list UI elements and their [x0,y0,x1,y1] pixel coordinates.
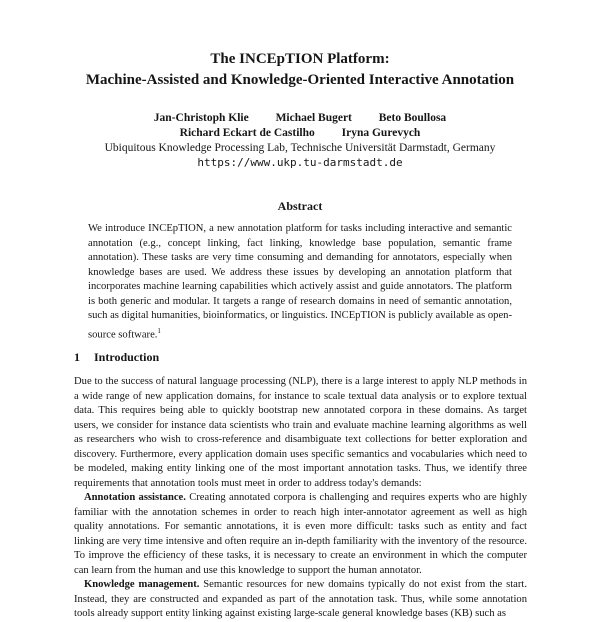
runin-heading: Annotation assistance. [84,492,186,503]
paragraph-text: Due to the success of natural language processing (NLP), there is a large interest to apply NLP methods in a wide range of new application domains, for instance to scale textual data analysis or to explore textual data. This requires being able to quickly bootstrap new annotated corpora in these domains. As target users, we consider for instance data scientists who train and evaluate machine learning algorithms as well as researchers who wish to cross-reference and disambiguate text collections for better exploration and discovery. Furthermore, every application domain uses specific semantics and vocabularies which need to be modeled, making entity linking one of the most important annotation tasks. Thus, we identify three requirements that annotation tools must meet in order to address today's demands: [74,376,527,489]
abstract-body: We introduce INCEpTION, a new annotation platform for tasks including interactive and semantic annotation (e.g., concept linking, fact linking, knowledge base population, semantic frame annotation). These tasks are very time consuming and demanding for annotators, especially when knowledge bases are used. We address these issues by developing an annotation platform that incorporates machine learning capabilities which actively assist and guide annotators. The platform is both generic and modular. It targets a range of research domains in need of semantic annotation, such as digital humanities, bioinformatics, or linguistics. INCEpTION is publicly available as open-source software. [88,223,512,341]
paragraph [74,491,527,578]
author-name: Jan-Christoph Klie [153,112,249,124]
footnote-mark[interactable]: 1 [157,326,161,335]
author-name: Richard Eckart de Castilho [179,127,315,139]
author-row-2 [0,125,600,141]
section-title: Introduction [94,350,160,364]
paragraph-text: Semantic resources for new domains typically do not exist from the start. Instead, they are constructed and expanded as part of the annotation task. Thus, while some annotation tools already support entity linking against existing large-scale general knowledge bases (KB) such as [74,579,527,619]
section-body [74,375,527,622]
author-name: Michael Bugert [275,112,352,124]
author-name: Beto Boullosa [378,112,447,124]
paper-title-line-1: The INCEpTION Platform: [210,51,390,67]
runin-heading: Knowledge management. [84,579,200,590]
affiliation-url[interactable]: https://www.ukp.tu-darmstadt.de [197,156,403,169]
abstract-text [88,222,512,343]
section-number: 1 [74,350,80,364]
paragraph-text: Creating annotated corpora is challenging and requires experts who are highly familiar with the annotation schemes in order to reach high inter-annotator agreement as well as high quality annotations. For semantic annotations, it is even more difficult: tasks such as entity and fact linking are very time intensive and often require an in-depth familiarity with the inventory of the resource. To improve the efficiency of these tasks, it is necessary to create an environment in which the computer can learn from the human and use this knowledge to support the human annotator. [74,492,527,576]
paper-title-line-2: Machine-Assisted and Knowledge-Oriented Interactive Annotation [85,72,515,88]
author-row-1 [0,110,600,126]
author-name: Iryna Gurevych [341,127,421,139]
paragraph [74,375,527,491]
abstract-heading: Abstract [277,199,323,213]
affiliation: Ubiquitous Knowledge Processing Lab, Technische Universität Darmstadt, Germany [104,142,496,154]
section-heading [74,349,159,365]
